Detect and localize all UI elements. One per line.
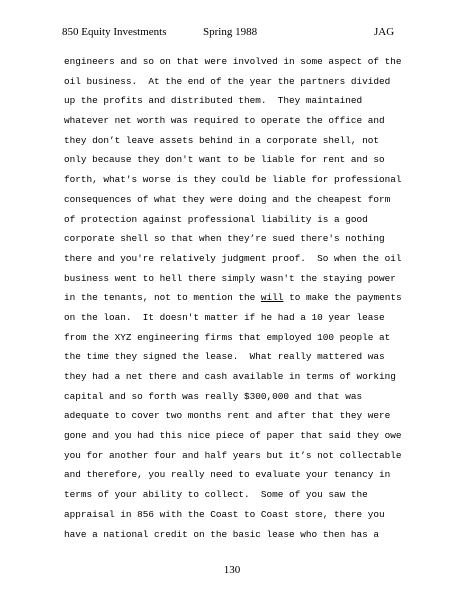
text-line: you for another four and half years but it’s not collectable	[64, 449, 402, 461]
text-line: only because they don't want to be liable for rent and so	[64, 154, 385, 166]
header-term: Spring 1988	[203, 26, 258, 38]
text-line: up the profits and distributed them. They maintained	[64, 95, 363, 107]
header-initials: JAG	[374, 26, 395, 38]
text-line: oil business. At the end of the year the partners divided	[64, 75, 391, 87]
line-segment: in the tenants, not to mention the	[64, 292, 261, 304]
text-line: terms of your ability to collect. Some of you saw the	[64, 489, 368, 501]
text-line: of protection against professional liability is a good	[64, 213, 368, 225]
text-line: the time they signed the lease. What really mattered was	[64, 351, 385, 363]
text-line: corporate shell so that when they’re sued there's nothing	[64, 233, 385, 245]
text-line: they had a net there and cash available in terms of working	[64, 371, 396, 382]
transcript-body	[64, 52, 404, 544]
text-line: on the loan. It doesn't matter if he had a 10 year lease	[64, 311, 385, 323]
text-line: from the XYZ engineering firms that employed 100 people at	[64, 331, 391, 343]
page-number: 130	[223, 564, 241, 576]
text-line: whatever net worth was required to operate the office and	[64, 115, 385, 127]
text-line: engineers and so on that were involved in some aspect of the	[64, 56, 402, 67]
underlined-word: will	[260, 292, 284, 304]
text-line: adequate to cover two months rent and after that they were	[64, 410, 391, 422]
text-line: consequences of what they were doing and the cheapest form	[64, 193, 391, 205]
text-line: have a national credit on the basic lease who then has a	[64, 528, 380, 540]
text-line: gone and you had this nice piece of paper that said they owe	[64, 430, 402, 442]
text-line: forth, what's worse is they could be liable for professional	[64, 174, 402, 186]
text-line-with-underline	[64, 288, 404, 308]
text-line: business went to hell there simply wasn't the staying power	[64, 272, 396, 284]
text-line: there and you're relatively judgment proof. So when the oil	[64, 252, 402, 264]
header-course: 850 Equity Investments	[62, 26, 167, 38]
text-line: appraisal in 856 with the Coast to Coast store, there you	[64, 508, 385, 520]
line-segment: to make the payments	[283, 292, 402, 304]
text-line: and therefore, you really need to evaluate your tenancy in	[64, 469, 391, 481]
page-header	[0, 26, 464, 40]
text-line: they don’t leave assets behind in a corporate shell, not	[64, 134, 380, 146]
text-line: capital and so forth was really $300,000 and that was	[64, 390, 363, 402]
